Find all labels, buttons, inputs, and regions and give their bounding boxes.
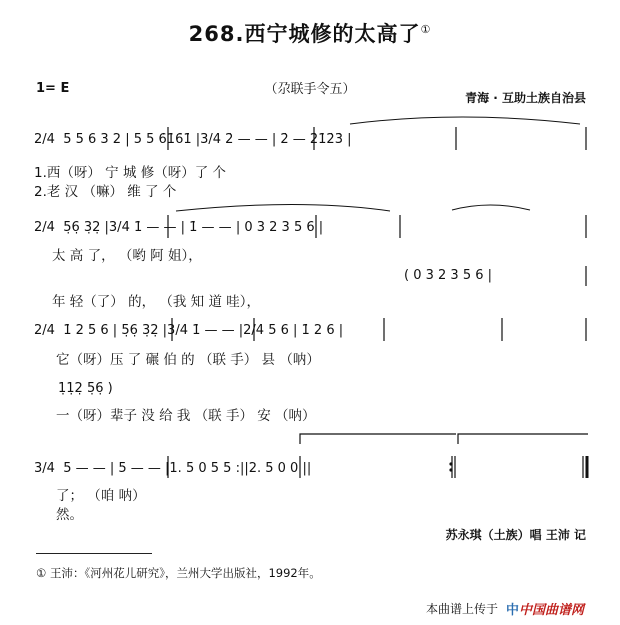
performer-credit: 苏永琪（土族）唱 王沛 记 — [445, 528, 586, 542]
song-title: 268.西宁城修的太高了① — [188, 22, 432, 46]
score-system-5: 3/4 5 — — | 5 — — |1. 5 0 5 5 :||2. 5 0 0 || — [34, 461, 312, 476]
lyric-line-7: 了； （咱 呐） — [56, 488, 146, 504]
score-system-1: 2/4 5 5 6 3 2 | 5 5 6̇1̇6̇1̇ |3/4 2̇ — — | 2̇ — 2̇1̇2̇3̇ | — [34, 132, 352, 147]
origin-label: 青海 · 互助土族自治县 — [465, 91, 586, 105]
lyric-line-4: 年 轻（了） 的， （我 知 道 哇）， — [52, 294, 260, 310]
key-signature: 1= E — [36, 81, 70, 96]
score-system-3: 2/4 1̇ 2 5 6 | 5̣6̣ 3̣2̣ |3/4 1̇ — — |2/4 5 6 | 1̇ 2 6 | — [34, 323, 344, 338]
score-system-2: 2/4 5̣6̣ 3̣2̣ |3/4 1̇ — — | 1̇ — — | 0 3 2 3 5 6 | — [34, 220, 324, 235]
footnote-divider — [36, 553, 152, 554]
site-logo[interactable]: 中中国曲谱网 — [506, 603, 585, 618]
tune-subtitle: （尕联手令五） — [264, 82, 356, 97]
brand-mark-icon: 中 — [506, 603, 520, 618]
lyric-line-6: 一（呀）辈子 没 给 我 （联 手） 安 （呐） — [56, 408, 316, 424]
upload-note: 本曲谱上传于 — [426, 602, 499, 616]
lyric-line-8: 然。 — [56, 507, 83, 523]
lyric-line-5: 它（呀）压 了 碾 伯 的 （联 手） 县 （呐） — [56, 352, 320, 368]
lyric-line-3: 太 高 了， （哟 阿 姐）， — [52, 248, 202, 264]
score-system-4: 1̣1̣2̣ 5̣6̣ ) — [58, 381, 113, 396]
lyric-line-1: 1.西（呀） 宁 城 修（呀）了 个 — [34, 165, 227, 181]
footnote: ① 王沛：《河州花儿研究》，兰州大学出版社，1992年。 — [36, 566, 321, 580]
score-system-2b: ( 0 3 2 3 5 6 | — [404, 268, 493, 283]
lyric-line-2: 2.老 汉 （嘛） 维 了 个 — [34, 184, 177, 200]
